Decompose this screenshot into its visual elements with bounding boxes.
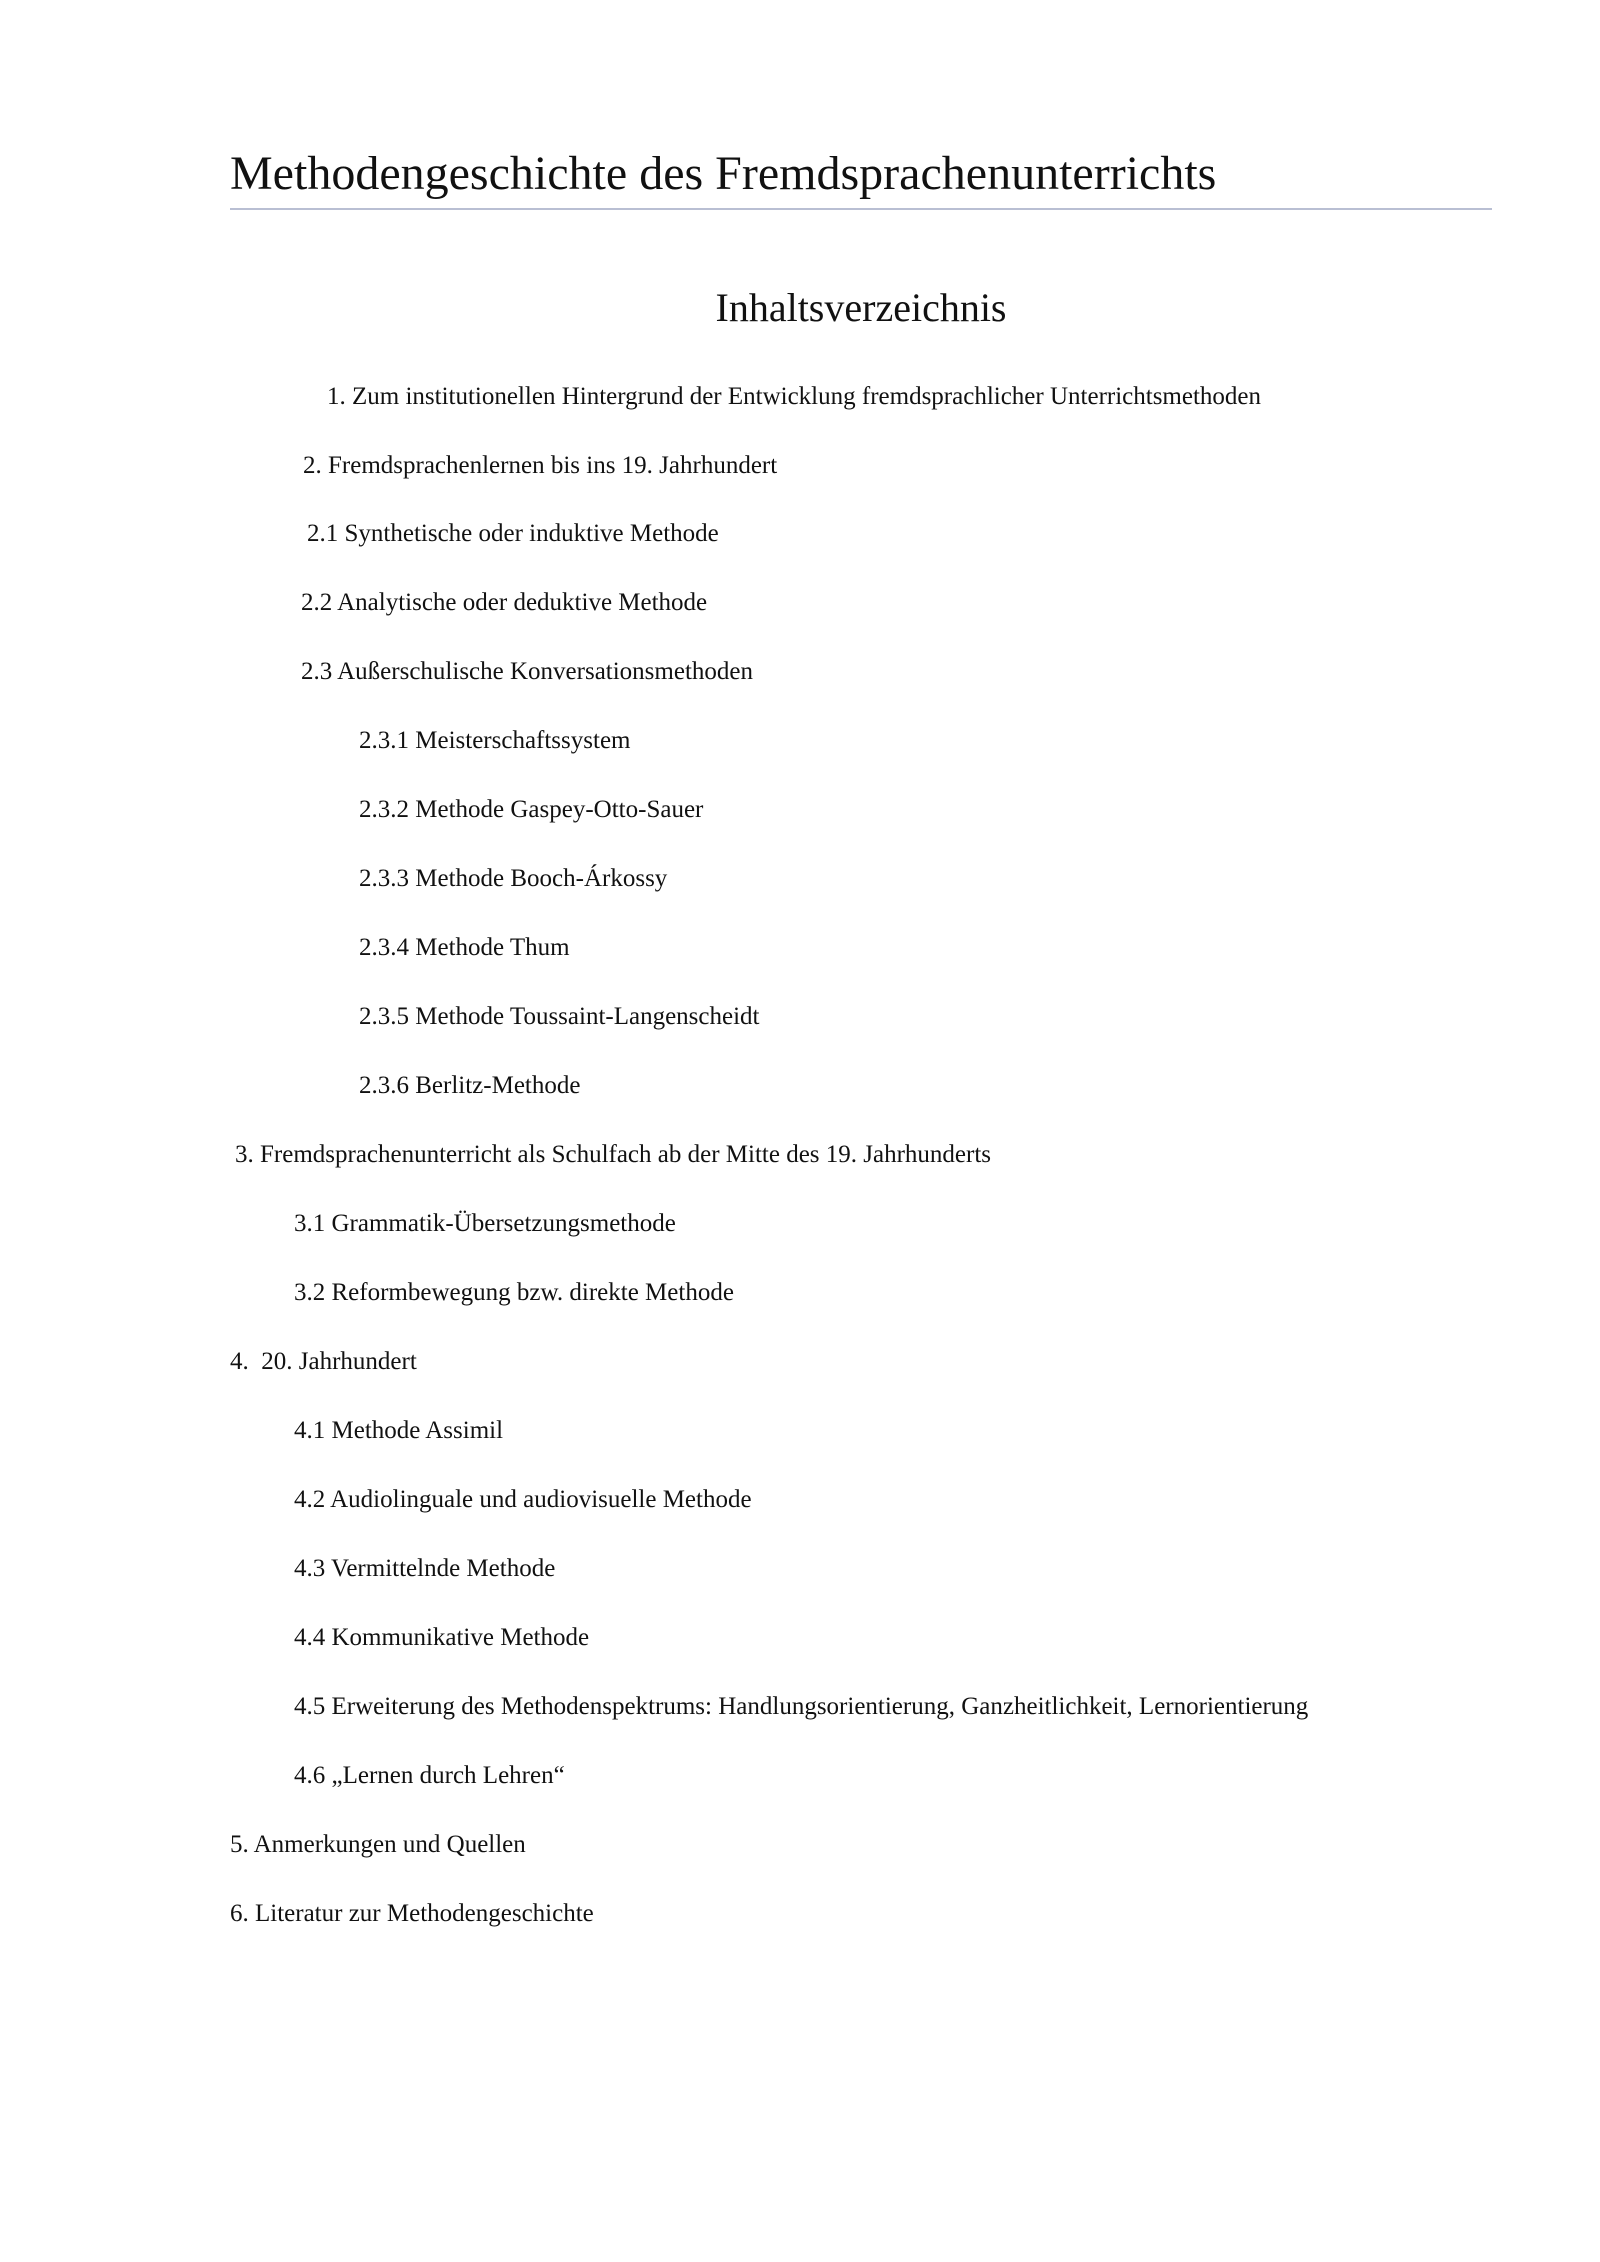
toc-entry-2-3-5[interactable]: 2.3.5 Methode Toussaint-Langenscheidt	[359, 1003, 760, 1030]
title-divider	[230, 208, 1492, 210]
toc-entry-3-2[interactable]: 3.2 Reformbewegung bzw. direkte Methode	[294, 1279, 734, 1306]
toc-entry-4-6[interactable]: 4.6 „Lernen durch Lehren“	[294, 1762, 565, 1789]
toc-entry-2[interactable]: 2. Fremdsprachenlernen bis ins 19. Jahrhundert	[303, 452, 778, 479]
toc-entry-4-2[interactable]: 4.2 Audiolinguale und audiovisuelle Methode	[294, 1486, 752, 1513]
toc-entry-2-2[interactable]: 2.2 Analytische oder deduktive Methode	[301, 589, 708, 616]
toc-entry-4-5[interactable]: 4.5 Erweiterung des Methodenspektrums: Handlungsorientierung, Ganzheitlichkeit, Lernorientierung	[294, 1693, 1309, 1720]
toc-entry-2-1[interactable]: 2.1 Synthetische oder induktive Methode	[307, 520, 719, 547]
document-title: Methodengeschichte des Fremdsprachenunterrichts	[230, 147, 1217, 200]
toc-entry-2-3-3[interactable]: 2.3.3 Methode Booch-Árkossy	[359, 865, 668, 892]
toc-entry-2-3[interactable]: 2.3 Außerschulische Konversationsmethoden	[301, 658, 753, 685]
toc-entry-2-3-2[interactable]: 2.3.2 Methode Gaspey-Otto-Sauer	[359, 796, 704, 823]
toc-entry-5[interactable]: 5. Anmerkungen und Quellen	[230, 1831, 526, 1858]
toc-entry-3[interactable]: 3. Fremdsprachenunterricht als Schulfach ab der Mitte des 19. Jahrhunderts	[235, 1141, 992, 1168]
toc-entry-2-3-6[interactable]: 2.3.6 Berlitz-Methode	[359, 1072, 581, 1099]
toc-entry-2-3-4[interactable]: 2.3.4 Methode Thum	[359, 934, 570, 961]
toc-entry-6[interactable]: 6. Literatur zur Methodengeschichte	[230, 1900, 594, 1927]
toc-entry-4-4[interactable]: 4.4 Kommunikative Methode	[294, 1624, 590, 1651]
toc-entry-4-1[interactable]: 4.1 Methode Assimil	[294, 1417, 504, 1444]
toc-entry-2-3-1[interactable]: 2.3.1 Meisterschaftssystem	[359, 727, 631, 754]
toc-entry-1[interactable]: 1. Zum institutionellen Hintergrund der Entwicklung fremdsprachlicher Unterrichtsmethoden	[327, 383, 1262, 410]
toc-entry-4-3[interactable]: 4.3 Vermittelnde Methode	[294, 1555, 556, 1582]
toc-heading: Inhaltsverzeichnis	[715, 285, 1007, 330]
toc-entry-3-1[interactable]: 3.1 Grammatik-Übersetzungsmethode	[294, 1210, 676, 1237]
toc-entry-4[interactable]: 4. 20. Jahrhundert	[230, 1348, 417, 1375]
